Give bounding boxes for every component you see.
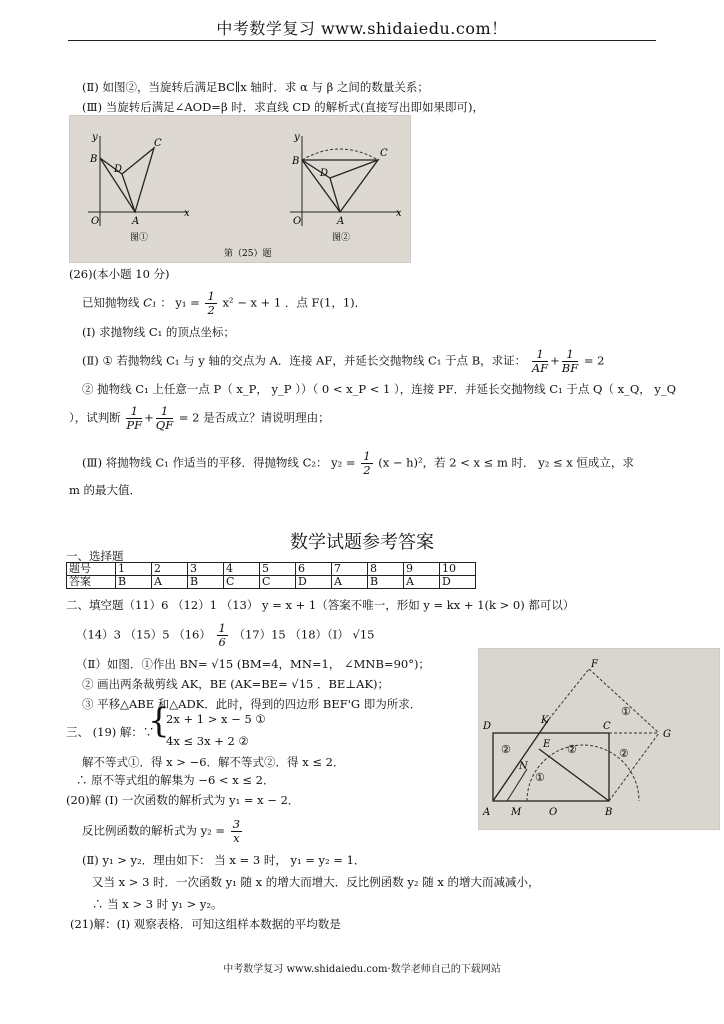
q26-part3-frac [361,450,372,477]
q26-c1: C₁ [143,295,157,310]
q26-frac-pf [126,405,142,432]
header-rule [68,40,656,41]
label-circle2-left: ② [501,743,511,756]
q26-part3-line2: m 的最大值． [69,483,142,497]
line-ak [493,719,549,801]
label-circle2-right: ② [619,747,629,760]
table-cell: D [296,576,332,589]
fig1-label-d: D [114,164,123,175]
q26-part3-pre: (Ⅲ) 将抛物线 C₁ 作适当的平移．得抛物线 C₂： y₂ = [82,455,360,470]
label-m: M [511,807,522,818]
label-g: G [663,729,671,740]
plus-sign: + [550,353,560,368]
answers-q20-line1: (20)解 (Ⅰ) 一次函数的解析式为 y₁ = x − 2． [66,793,300,807]
answers-section1: 一、选择题 [66,549,124,563]
fig1-label-x: x [184,208,190,219]
fig2-label-o: O [293,216,302,227]
answers-q21-line1: (21)解：(Ⅰ) 观察表格．可知这组样本数据的平均数是 [70,917,341,931]
table-cell: B [116,576,152,589]
answers-section2e: ③ 平移△ABE 和△ADK．此时，得到的四边形 BEF'G 即为所求． [82,697,422,711]
answers-s2b-post: （17）15 （18）（Ⅰ） √15 [233,627,375,642]
answers-q20-line3: (Ⅱ) y₁ > y₂．理由如下： 当 x = 3 时， y₁ = y₂ = 1． [82,853,366,867]
label-f: F [591,659,598,670]
fig2-caption: 图② [332,233,351,243]
answers-section2b [76,622,374,649]
q25-figure [69,115,411,263]
frac-den: AF [531,361,549,375]
q25-part3: (Ⅲ) 当旋转后满足∠AOD=β 时．求直线 CD 的解析式(直接写出即如果即可)， [82,100,485,114]
q26-given-eq: ： y₁ = [160,295,204,310]
q26-frac-bf [562,348,578,375]
answers-q19-eq1: 2x + 1 > x − 5 ① [166,712,266,726]
answer-figure [478,648,720,830]
q25-part2: (Ⅱ) 如图②，当旋转后满足BC∥x 轴时．求 α 与 β 之间的数量关系； [82,80,429,94]
plus-sign: + [144,410,154,425]
q26-given-pre: 已知抛物线 [82,295,140,310]
table-cell: D [440,576,476,589]
answer-table-answer-row [67,576,476,589]
frac-den: 6 [218,635,226,649]
fig1-label-b: B [90,154,98,165]
frac-num: 3 [232,817,241,831]
table-cell: C [260,576,296,589]
fig2-label-a: A [337,216,345,227]
label-k: K [541,715,549,726]
table-cell: 6 [296,563,332,576]
frac-num: 1 [126,405,142,419]
fig2-label-b: B [292,156,300,167]
table-cell: 7 [332,563,368,576]
answers-q19-line1: 解不等式①．得 x > −6．解不等式②．得 x ≤ 2． [82,755,345,769]
table-cell: 2 [152,563,188,576]
table-cell: 9 [404,563,440,576]
page-header-title: 中考数学复习 www.shidaiedu.com！ [216,19,508,38]
answers-title: 数学试题参考答案 [290,532,434,553]
q26-part2b-line1: ② 抛物线 C₁ 上任意一点 P（ x_P， y_P ））（ 0 < x_P < 1 ），连接 PF．并延长交抛物线 C₁ 于点 Q（ x_Q， y_Q [82,382,677,396]
table-cell: 8 [368,563,404,576]
q26-part3-post: (x − h)²，若 2 < x ≤ m 时． y₂ ≤ x 恒成立，求 [378,455,634,470]
frac-den: x [233,831,240,845]
table-cell: 4 [224,563,260,576]
frac-num: 1 [562,348,578,362]
frac-den: PF [126,418,143,432]
equals-two: = 2 [583,353,605,368]
label-o: O [549,807,558,818]
q26-frac-qf [156,405,173,432]
answers-q20-frac [231,818,242,845]
figure-2 [290,132,402,243]
line-mn [507,769,527,801]
table-cell: 3 [188,563,224,576]
table-cell: 题号 [67,563,116,576]
frac-den: QF [155,418,174,432]
table-cell: C [224,576,260,589]
q26-frac-af [532,348,548,375]
answers-section2: 二、填空题（11）6 （12）1 （13） y = x + 1（答案不唯一，形如 y = kx + 1(k > 0) 都可以） [66,598,575,612]
label-e: E [543,739,551,750]
q26-part2a [82,348,604,375]
label-d: D [483,721,492,732]
q26-part2b-pre: ），试判断 [69,410,121,425]
q26-part2b-line2 [69,405,330,432]
fig2-label-y: y [294,132,300,143]
fig1-caption: 图① [130,233,149,243]
fig1-label-y: y [92,132,98,143]
answers-q19-head: 三、 (19) 解：∵ [66,725,155,739]
frac-num: 1 [532,348,548,362]
answers-s2b-frac [217,622,228,649]
fig1-label-o: O [91,216,100,227]
label-n: N [519,761,528,772]
q26-part2a-text: (Ⅱ) ① 若抛物线 C₁ 与 y 轴的交点为 A．连接 AF，并延长交抛物线 C₁ 于点 B，求证： [82,353,527,368]
label-circle1-bottom: ① [535,771,545,784]
table-cell: 答案 [67,576,116,589]
answers-q20-line2 [82,818,244,845]
fig2-label-d: D [320,168,329,179]
dash-bg [609,733,659,801]
answers-q19-line2: ∴ 原不等式组的解集为 −6 < x ≤ 2． [76,773,275,787]
q26-part1: (Ⅰ) 求抛物线 C₁ 的顶点坐标； [82,325,235,339]
q26-given-frac [205,290,216,317]
fig2-label-x: x [396,208,402,219]
fig2-label-c: C [380,148,388,159]
dash-fg [589,669,659,733]
frac-den: 2 [363,463,371,477]
table-cell: 5 [260,563,296,576]
table-cell: A [332,576,368,589]
table-cell: B [368,576,404,589]
frac-num: 1 [156,405,173,419]
label-circle2-mid: ② [567,743,577,756]
table-cell: 10 [440,563,476,576]
fig1-label-a: A [132,216,140,227]
figure-1 [88,132,190,243]
answers-q20-line4: 又当 x > 3 时．一次函数 y₁ 随 x 的增大而增大．反比例函数 y₂ 随 x 的增大而减减小， [92,875,540,889]
page-footer: 中考数学复习 www.shidaiedu.com·数学老师自己的下载网站 [223,964,501,975]
table-cell: B [188,576,224,589]
answers-q20-pre: 反比例函数的解析式为 y₂ = [82,823,229,838]
q26-given-post: x² − x + 1 ．点 F(1，1)． [222,295,367,310]
fig1-label-c: C [154,138,162,149]
answer-table-header-row [67,563,476,576]
label-b: B [605,807,613,818]
label-c: C [603,721,611,732]
frac-num: 1 [218,621,226,635]
frac-den: 2 [207,303,215,317]
fig2-arc [302,149,378,160]
fig1-shape [100,148,154,212]
system-brace: { [148,701,170,741]
table-cell: A [404,576,440,589]
q26-part3 [82,450,634,477]
answers-q20-line5: ∴ 当 x > 3 时 y₁ > y₂。 [92,897,223,911]
q25-figure-svg [70,116,410,262]
answers-s2b-pre: （14）3 （15）5 （16） [76,627,211,642]
answer-table [66,562,476,589]
answers-q19-eq2: 4x ≤ 3x + 2 ② [166,734,249,748]
frac-num: 1 [207,289,215,303]
answers-section2c: （Ⅱ）如图．①作出 BN= √15 (BM=4，MN=1， ∠MNB=90°)； [76,657,430,671]
q26-part2b-post: = 2 是否成立？请说明理由； [178,410,330,425]
frac-num: 1 [363,449,371,463]
table-cell: A [152,576,188,589]
table-cell: 1 [116,563,152,576]
q26-given [82,290,366,317]
answers-section2d: ② 画出两条裁剪线 AK，BE (AK=BE= √15 ．BE⊥AK)； [82,677,390,691]
line-be [539,749,609,801]
figure-caption: 第（25）题 [224,249,272,259]
answer-figure-svg [479,649,719,829]
frac-den: BF [561,361,579,375]
dash-kf [549,669,589,719]
label-circle1-top: ① [621,705,631,718]
label-a: A [483,807,491,818]
q26-head: (26)(本小题 10 分) [69,267,170,281]
